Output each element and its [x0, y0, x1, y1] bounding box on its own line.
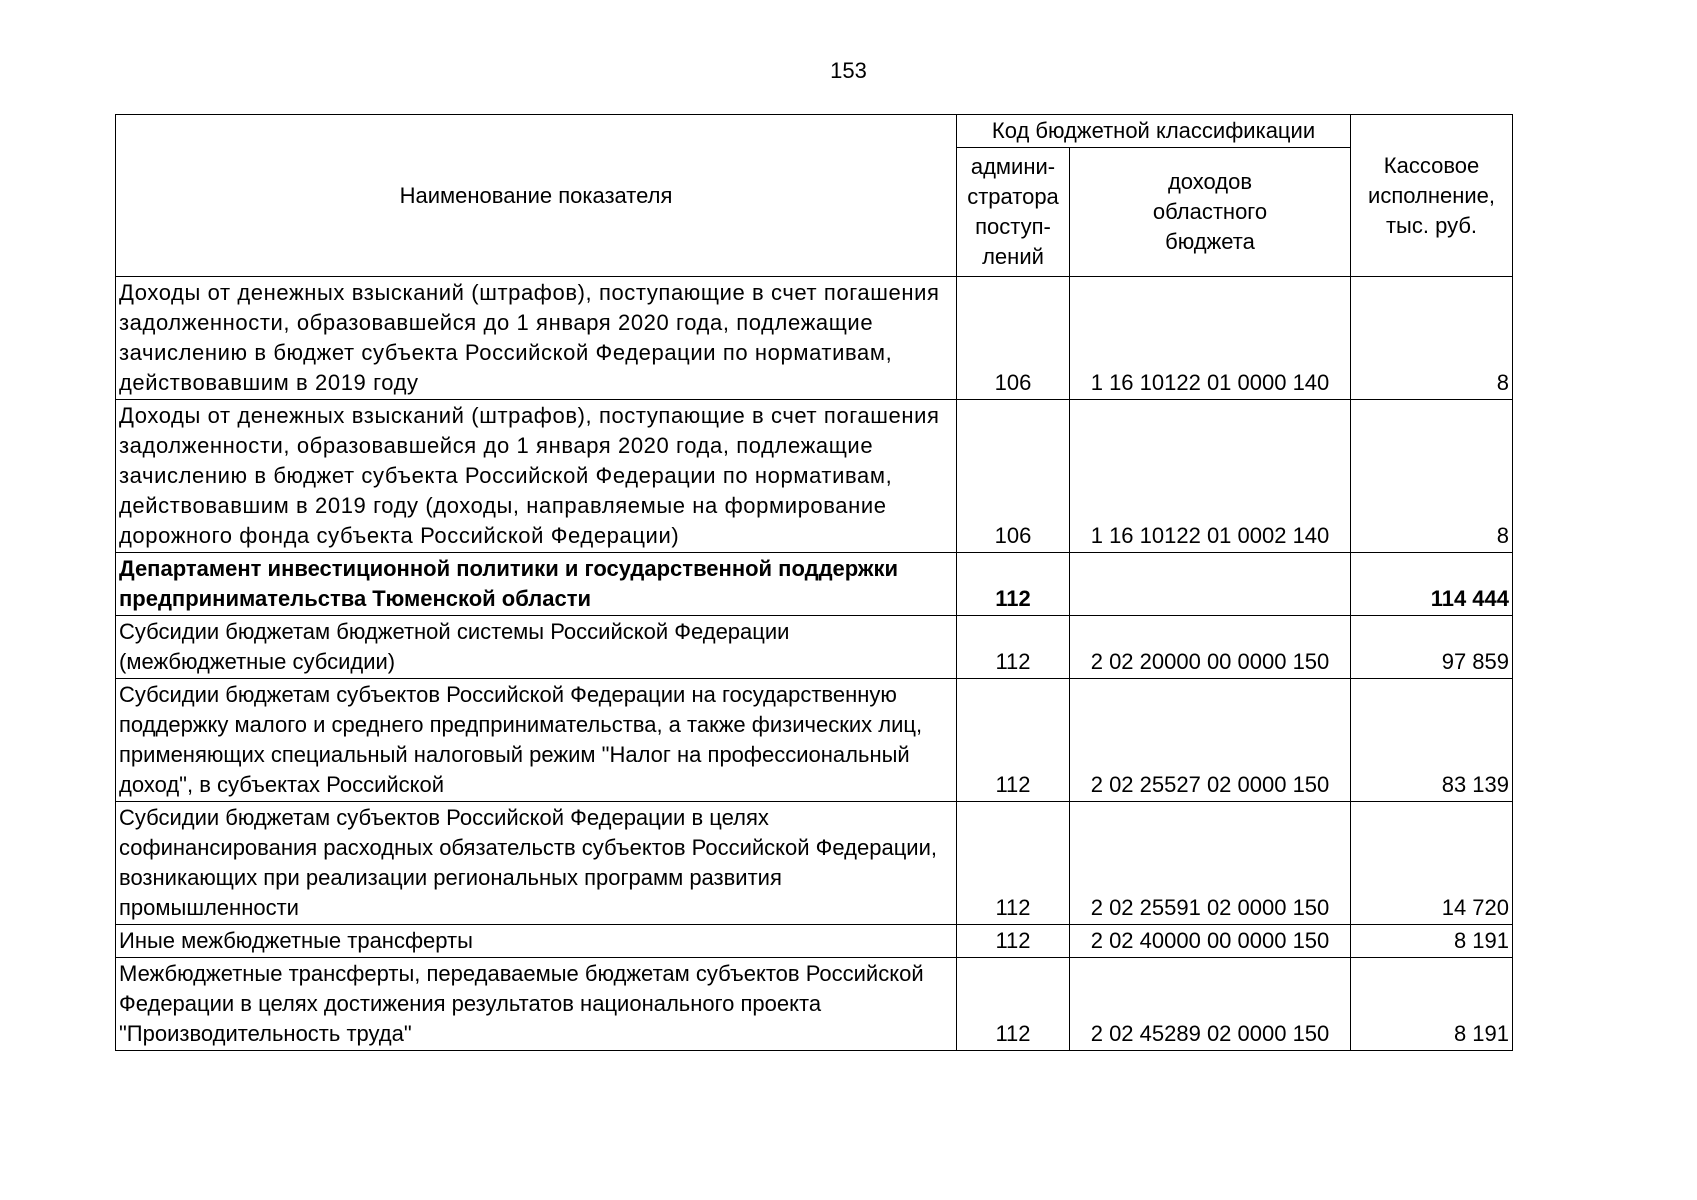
- row-admin-code: 112: [957, 802, 1070, 925]
- row-admin-code: 112: [957, 679, 1070, 802]
- row-amount: 114 444: [1351, 553, 1513, 616]
- row-admin-code: 112: [957, 925, 1070, 958]
- header-income: доходов областного бюджета: [1070, 148, 1351, 277]
- table-row: [116, 277, 1513, 400]
- row-admin-code: 112: [957, 553, 1070, 616]
- row-amount: 14 720: [1351, 802, 1513, 925]
- table-row: [116, 925, 1513, 958]
- row-name: Субсидии бюджетам субъектов Российской Федерации в целях софинансирования расходных обязательств субъектов Российской Федерации, возникающих при реализации региональных программ развития промышленности: [116, 802, 957, 925]
- table-row-department: [116, 553, 1513, 616]
- row-name: Департамент инвестиционной политики и государственной поддержки предпринимательства Тюменской области: [116, 553, 957, 616]
- header-code-group: Код бюджетной классификации: [957, 115, 1351, 148]
- row-income-code: 2 02 20000 00 0000 150: [1070, 616, 1351, 679]
- row-name: Субсидии бюджетам бюджетной системы Российской Федерации (межбюджетные субсидии): [116, 616, 957, 679]
- row-amount: 8 191: [1351, 958, 1513, 1051]
- row-amount: 8: [1351, 400, 1513, 553]
- table-row: [116, 400, 1513, 553]
- row-admin-code: 106: [957, 277, 1070, 400]
- row-admin-code: 106: [957, 400, 1070, 553]
- table-row: [116, 958, 1513, 1051]
- row-income-code: 2 02 25591 02 0000 150: [1070, 802, 1351, 925]
- budget-revenue-table: [115, 114, 1513, 1051]
- row-amount: 8 191: [1351, 925, 1513, 958]
- row-amount: 97 859: [1351, 616, 1513, 679]
- header-name: Наименование показателя: [116, 115, 957, 277]
- table-row: [116, 679, 1513, 802]
- row-admin-code: 112: [957, 958, 1070, 1051]
- row-income-code: 2 02 40000 00 0000 150: [1070, 925, 1351, 958]
- row-name: Доходы от денежных взысканий (штрафов), поступающие в счет погашения задолженности, образовавшейся до 1 января 2020 года, подлежащие зачислению в бюджет субъекта Российской Федерации по нормативам, действовавшим в 2019 году: [116, 277, 957, 400]
- row-name: Иные межбюджетные трансферты: [116, 925, 957, 958]
- row-income-code: 2 02 45289 02 0000 150: [1070, 958, 1351, 1051]
- row-name: Доходы от денежных взысканий (штрафов), поступающие в счет погашения задолженности, образовавшейся до 1 января 2020 года, подлежащие зачислению в бюджет субъекта Российской Федерации по нормативам, действовавшим в 2019 году (доходы, направляемые на формирование дорожного фонда субъекта Российской Федерации): [116, 400, 957, 553]
- row-income-code: 1 16 10122 01 0000 140: [1070, 277, 1351, 400]
- row-name: Субсидии бюджетам субъектов Российской Федерации на государственную поддержку малого и среднего предпринимательства, а также физических лиц, применяющих специальный налоговый режим "Налог на профессиональный доход", в субъектах Российской: [116, 679, 957, 802]
- row-name: Межбюджетные трансферты, передаваемые бюджетам субъектов Российской Федерации в целях достижения результатов национального проекта "Производительность труда": [116, 958, 957, 1051]
- row-amount: 83 139: [1351, 679, 1513, 802]
- page-number: 153: [830, 58, 867, 83]
- row-income-code: 1 16 10122 01 0002 140: [1070, 400, 1351, 553]
- header-admin: админи- стратора поступ- лений: [957, 148, 1070, 277]
- row-income-code: [1070, 553, 1351, 616]
- row-amount: 8: [1351, 277, 1513, 400]
- row-admin-code: 112: [957, 616, 1070, 679]
- table-row: [116, 802, 1513, 925]
- row-income-code: 2 02 25527 02 0000 150: [1070, 679, 1351, 802]
- header-amount: Кассовое исполнение, тыс. руб.: [1351, 115, 1513, 277]
- table-row: [116, 616, 1513, 679]
